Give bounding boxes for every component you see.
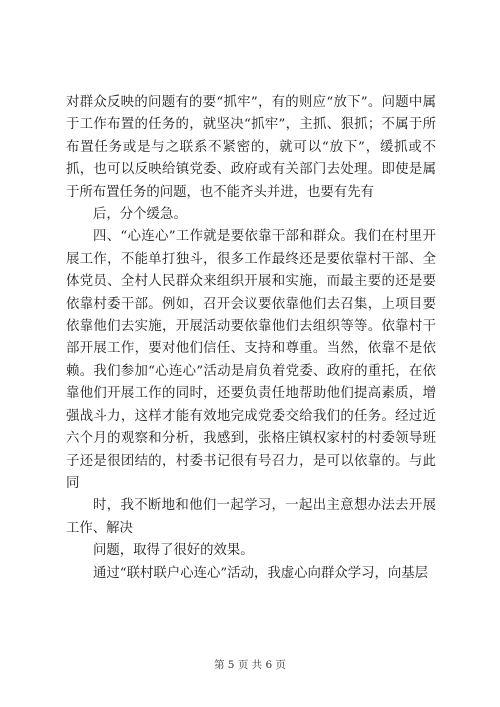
paragraph-5: 问题，取得了很好的效果。 bbox=[93, 543, 254, 559]
document-body bbox=[66, 92, 436, 585]
paragraph-3: 四、“心连心”工作就是要依靠干部和群众。我们在村里开展工作，不能单打独斗，很多工作最终还是要依靠村干部、全体党员、全村人民群众来组织开展和实施，而最主要的还是要依靠村委干部。例如，召开会议要依靠他们去召集，上项目要依靠他们去实施，开展活动要依靠他们去组织等等。依靠村干部开展工作，要对他们信任、支持和尊重。当然，依靠不是依赖。我们参加“心连心”活动是肩负着党委、政府的重托，在依靠他们开展工作的同时，还要负责任地帮助他们提高素质，增强战斗力，这样才能有效地完成党委交给我们的任务。经过近六个月的观察和分析，我感到，张格庄镇权家村的村委领导班子还是很团结的，村委书记很有号召力，是可以依靠的。与此同 bbox=[66, 229, 436, 491]
page-footer: 第 5 页 共 6 页 bbox=[213, 659, 287, 671]
paragraph-6: 通过“联村联户心连心”活动，我虚心向群众学习，向基层 bbox=[93, 565, 429, 581]
paragraph-1: 对群众反映的问题有的要“抓牢”，有的则应“放下”。问题中属于工作布置的任务的，就坚决“抓牢”，主抓、狠抓；不属于所布置任务或是与之联系不紧密的，就可以“放下”，缓抓或不抓，也可以反映给镇党委、政府或有关部门去处理。即使是属于所布置任务的问题，也不能齐头并进，也要有先有 bbox=[66, 95, 436, 200]
paragraph-4: 时，我不断地和他们一起学习，一起出主意想办法去开展工作、解决 bbox=[66, 498, 436, 536]
paragraph-2: 后，分个缓急。 bbox=[93, 207, 187, 223]
